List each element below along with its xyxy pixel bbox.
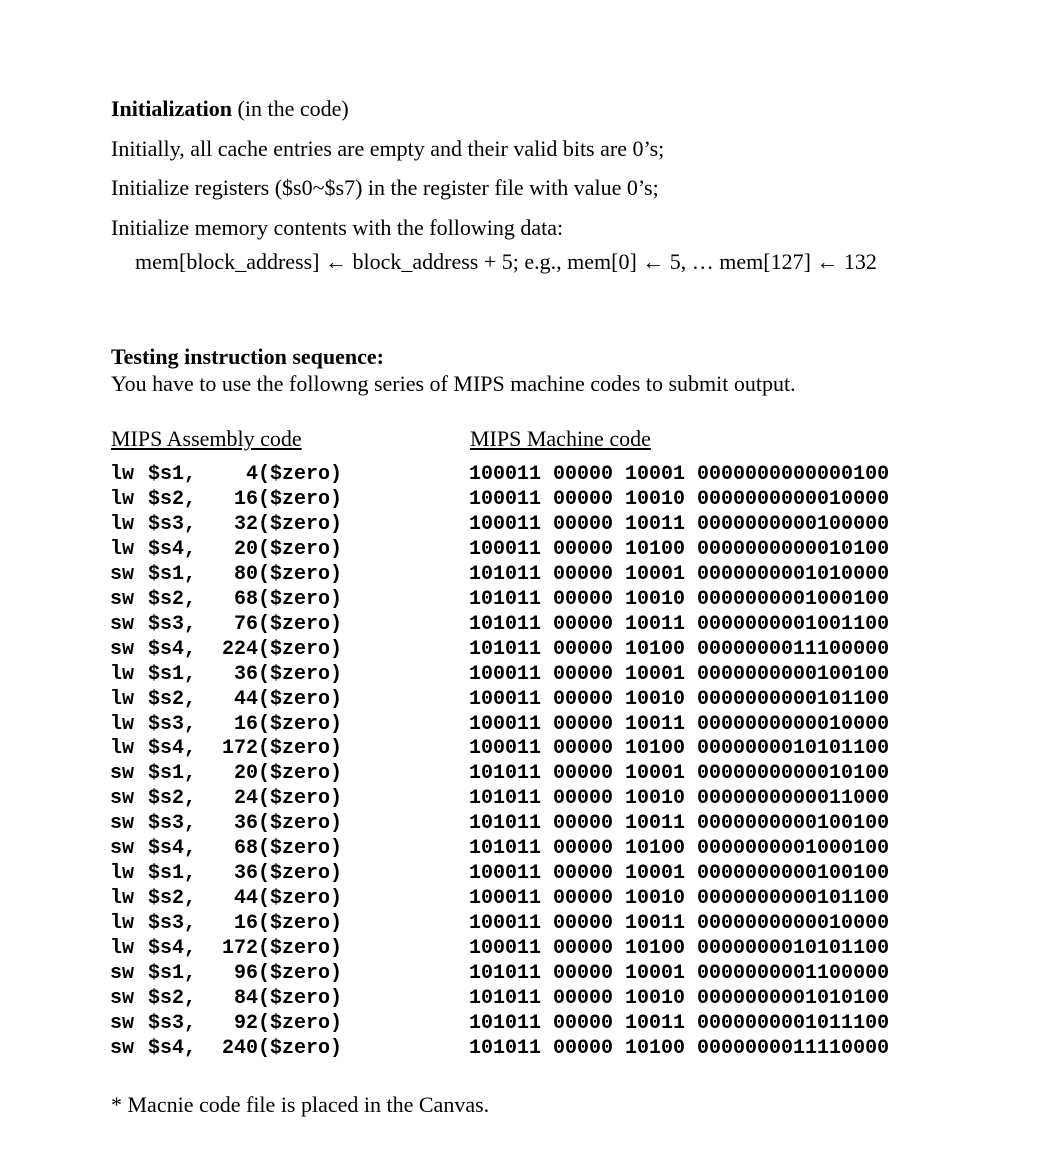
asm-base: ($zero): [258, 613, 343, 636]
asm-off: 16: [233, 488, 258, 511]
asm-reg: $s3,: [148, 613, 197, 636]
testing-heading: [111, 344, 384, 370]
asm-reg: $s2,: [148, 787, 197, 810]
machine-code: 101011 00000 10011 0000000000100100: [469, 812, 890, 835]
asm-off: 20: [233, 538, 258, 561]
asm-base: ($zero): [258, 837, 343, 860]
machine-code: 101011 00000 10100 0000000001000100: [469, 837, 890, 860]
asm-instruction: [110, 886, 350, 911]
init-heading: Initialization: [111, 96, 233, 121]
asm-column-header: MIPS Assembly code: [111, 426, 302, 451]
asm-reg: $s2,: [148, 488, 197, 511]
asm-instruction: [110, 761, 350, 786]
asm-reg: $s3,: [148, 812, 197, 835]
asm-base: ($zero): [258, 1037, 343, 1060]
asm-instruction: [110, 587, 350, 612]
asm-reg: $s2,: [148, 688, 197, 711]
machine-code: 100011 00000 10001 0000000000100100: [469, 862, 890, 885]
asm-instruction: [110, 811, 350, 836]
machine-code: 101011 00000 10001 0000000000010100: [469, 762, 890, 785]
asm-off: 92: [233, 1012, 258, 1035]
asm-base: ($zero): [258, 588, 343, 611]
asm-reg: $s2,: [148, 887, 197, 910]
asm-base: ($zero): [258, 962, 343, 985]
asm-instruction: [110, 512, 350, 537]
asm-off: 4: [245, 463, 258, 486]
asm-op: sw: [110, 987, 135, 1010]
asm-off: 16: [233, 912, 258, 935]
asm-op: lw: [110, 713, 135, 736]
asm-off: 84: [233, 987, 258, 1010]
machine-code: 101011 00000 10100 0000000011100000: [469, 638, 890, 661]
asm-base: ($zero): [258, 987, 343, 1010]
asm-off: 172: [221, 737, 258, 760]
asm-off: 32: [233, 513, 258, 536]
init-heading-line: [111, 96, 349, 122]
machine-code: 101011 00000 10010 0000000001000100: [469, 588, 890, 611]
asm-op: lw: [110, 688, 135, 711]
asm-instruction: [110, 986, 350, 1011]
asm-reg: $s2,: [148, 588, 197, 611]
asm-instruction: [110, 537, 350, 562]
machine-code: 101011 00000 10011 0000000001001100: [469, 613, 890, 636]
machine-code: 100011 00000 10010 0000000000010000: [469, 488, 890, 511]
asm-op: sw: [110, 787, 135, 810]
asm-op: lw: [110, 737, 135, 760]
asm-base: ($zero): [258, 663, 343, 686]
asm-reg: $s3,: [148, 912, 197, 935]
machine-code: 100011 00000 10010 0000000000101100: [469, 887, 890, 910]
testing-subtext: You have to use the followng series of MIPS machine codes to submit output.: [111, 371, 796, 396]
init-line-4: mem[block_address] ← block_address + 5; e.g., mem[0] ← 5, … mem[127] ← 132: [135, 249, 877, 274]
asm-base: ($zero): [258, 887, 343, 910]
footnote: * Macnie code file is placed in the Canvas.: [111, 1092, 490, 1117]
asm-base: ($zero): [258, 1012, 343, 1035]
asm-base: ($zero): [258, 513, 343, 536]
asm-off: 172: [221, 937, 258, 960]
asm-op: sw: [110, 1037, 135, 1060]
init-line-3: Initialize memory contents with the following data:: [111, 215, 564, 240]
asm-base: ($zero): [258, 563, 343, 586]
asm-off: 80: [233, 563, 258, 586]
asm-off: 240: [221, 1037, 258, 1060]
asm-base: ($zero): [258, 713, 343, 736]
asm-instruction: [110, 637, 350, 662]
machine-code: 101011 00000 10010 0000000001010100: [469, 987, 890, 1010]
asm-off: 76: [233, 613, 258, 636]
asm-instruction: [110, 1011, 350, 1036]
asm-instruction: [110, 936, 350, 961]
asm-op: sw: [110, 962, 135, 985]
machine-code: 101011 00000 10100 0000000011110000: [469, 1037, 890, 1060]
asm-reg: $s4,: [148, 737, 197, 760]
asm-op: sw: [110, 762, 135, 785]
asm-base: ($zero): [258, 538, 343, 561]
asm-op: sw: [110, 1012, 135, 1035]
asm-base: ($zero): [258, 787, 343, 810]
asm-op: lw: [110, 912, 135, 935]
asm-reg: $s3,: [148, 1012, 197, 1035]
asm-base: ($zero): [258, 812, 343, 835]
asm-reg: $s4,: [148, 837, 197, 860]
asm-instruction: [110, 911, 350, 936]
asm-reg: $s1,: [148, 962, 197, 985]
asm-instruction: [110, 736, 350, 761]
asm-op: sw: [110, 837, 135, 860]
asm-reg: $s1,: [148, 463, 197, 486]
asm-base: ($zero): [258, 862, 343, 885]
testing-heading-text: Testing instruction sequence:: [111, 344, 384, 369]
asm-reg: $s3,: [148, 713, 197, 736]
asm-base: ($zero): [258, 638, 343, 661]
init-line-1: Initially, all cache entries are empty and their valid bits are 0’s;: [111, 136, 665, 161]
machine-code: 100011 00000 10100 0000000010101100: [469, 937, 890, 960]
asm-off: 16: [233, 713, 258, 736]
init-line-2: Initialize registers ($s0~$s7) in the register file with value 0’s;: [111, 175, 659, 200]
asm-off: 36: [233, 862, 258, 885]
asm-op: sw: [110, 613, 135, 636]
asm-op: lw: [110, 937, 135, 960]
asm-op: lw: [110, 488, 135, 511]
asm-instruction: [110, 712, 350, 737]
asm-op: sw: [110, 563, 135, 586]
asm-off: 36: [233, 663, 258, 686]
asm-op: lw: [110, 463, 135, 486]
machine-code: 100011 00000 10010 0000000000101100: [469, 688, 890, 711]
machine-code: 100011 00000 10011 0000000000100000: [469, 513, 890, 536]
asm-instruction: [110, 961, 350, 986]
asm-op: lw: [110, 862, 135, 885]
asm-reg: $s4,: [148, 937, 197, 960]
asm-reg: $s4,: [148, 538, 197, 561]
machine-code: 100011 00000 10011 0000000000010000: [469, 713, 890, 736]
asm-base: ($zero): [258, 737, 343, 760]
asm-reg: $s4,: [148, 1037, 197, 1060]
asm-instruction: [110, 836, 350, 861]
init-heading-note: (in the code): [237, 96, 349, 121]
asm-instruction: [110, 687, 350, 712]
machine-code: 101011 00000 10001 0000000001010000: [469, 563, 890, 586]
asm-reg: $s2,: [148, 987, 197, 1010]
asm-off: 96: [233, 962, 258, 985]
asm-instruction: [110, 1036, 350, 1061]
asm-off: 44: [233, 688, 258, 711]
asm-base: ($zero): [258, 488, 343, 511]
mc-column-header: MIPS Machine code: [470, 426, 651, 451]
asm-off: 68: [233, 588, 258, 611]
asm-op: sw: [110, 638, 135, 661]
asm-reg: $s4,: [148, 638, 197, 661]
asm-op: sw: [110, 588, 135, 611]
asm-off: 36: [233, 812, 258, 835]
machine-code: 100011 00000 10100 0000000010101100: [469, 737, 890, 760]
machine-code: 100011 00000 10001 0000000000100100: [469, 663, 890, 686]
asm-instruction: [110, 612, 350, 637]
asm-reg: $s1,: [148, 663, 197, 686]
machine-code: 100011 00000 10011 0000000000010000: [469, 912, 890, 935]
asm-reg: $s3,: [148, 513, 197, 536]
asm-base: ($zero): [258, 937, 343, 960]
machine-code: 100011 00000 10100 0000000000010100: [469, 538, 890, 561]
asm-instruction: [110, 662, 350, 687]
asm-off: 68: [233, 837, 258, 860]
asm-reg: $s1,: [148, 862, 197, 885]
asm-instruction: [110, 462, 350, 487]
asm-base: ($zero): [258, 762, 343, 785]
asm-base: ($zero): [258, 463, 343, 486]
asm-op: lw: [110, 513, 135, 536]
asm-instruction: [110, 861, 350, 886]
asm-op: lw: [110, 887, 135, 910]
asm-off: 44: [233, 887, 258, 910]
asm-op: lw: [110, 663, 135, 686]
asm-off: 24: [233, 787, 258, 810]
asm-instruction: [110, 562, 350, 587]
asm-base: ($zero): [258, 912, 343, 935]
machine-code: 101011 00000 10011 0000000001011100: [469, 1012, 890, 1035]
asm-instruction: [110, 786, 350, 811]
machine-code: 100011 00000 10001 0000000000000100: [469, 463, 890, 486]
machine-code: 101011 00000 10001 0000000001100000: [469, 962, 890, 985]
asm-op: sw: [110, 812, 135, 835]
asm-off: 224: [221, 638, 258, 661]
asm-off: 20: [233, 762, 258, 785]
machine-code: 101011 00000 10010 0000000000011000: [469, 787, 890, 810]
asm-base: ($zero): [258, 688, 343, 711]
asm-op: lw: [110, 538, 135, 561]
asm-instruction: [110, 487, 350, 512]
asm-reg: $s1,: [148, 563, 197, 586]
asm-reg: $s1,: [148, 762, 197, 785]
